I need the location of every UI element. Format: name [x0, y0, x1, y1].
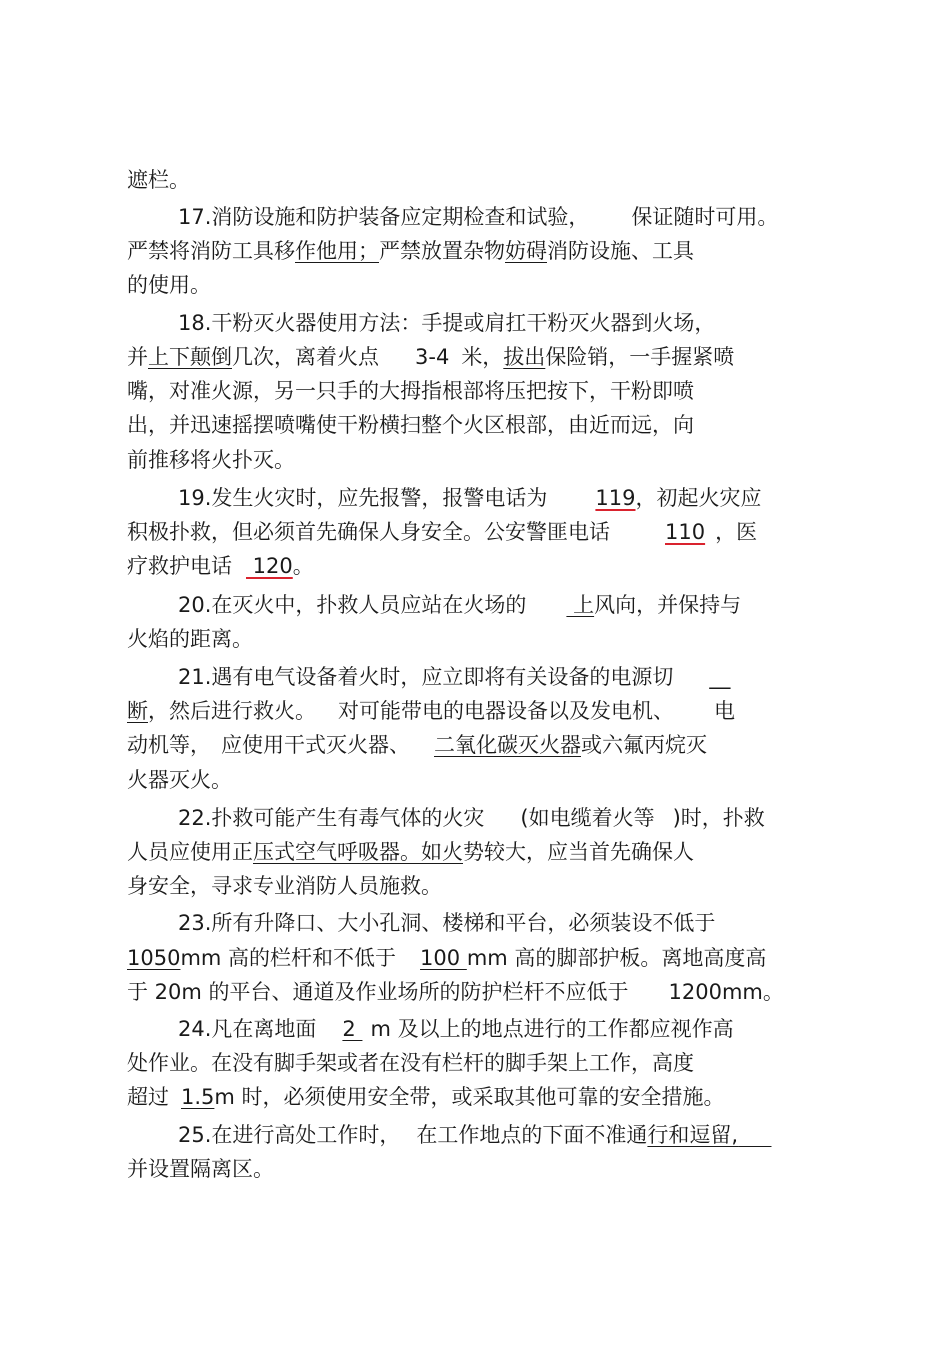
item-24-line-3 — [127, 1083, 725, 1111]
item-18-line-5 — [127, 446, 295, 474]
item-18-line-1 — [178, 309, 715, 337]
answer-blank: 断 — [127, 699, 148, 723]
text-span: m 及以上的地点进行的工作都应视作高 — [370, 1017, 734, 1041]
text-span: 18.干粉灭火器使用方法：手提或肩扛干粉灭火器到火场， — [178, 311, 716, 335]
item-22-line-3 — [127, 872, 442, 900]
item-19-line-1 — [178, 484, 762, 512]
answer-blank: 100 — [420, 946, 467, 970]
text-span: )时，扑救 — [672, 806, 765, 830]
item-19-line-2 — [127, 518, 757, 546]
item-20-line-2 — [127, 625, 253, 653]
text-span: m 时，必须使用安全带，或采取其他可靠的安全措施。 — [214, 1085, 725, 1109]
text-span: 20.在灭火中，扑救人员应站在火场的 — [178, 593, 527, 617]
text-span: 超过 — [127, 1085, 169, 1109]
item-17-line-3 — [127, 271, 211, 299]
text-span: 出，并迅速摇摆喷嘴使干粉横扫整个火区根部，由近而远，向 — [127, 413, 694, 437]
text-span: 19.发生火灾时，应先报警，报警电话为 — [178, 486, 548, 510]
text-span: 17.消防设施和防护装备应定期检查和试验， — [178, 205, 590, 229]
item-24-line-1 — [178, 1015, 734, 1043]
answer-blank: 1.5 — [181, 1085, 215, 1109]
text-span: 24.凡在离地面 — [178, 1017, 317, 1041]
item-19-line-3 — [127, 552, 314, 580]
answer-blank: 行和逗留, — [647, 1123, 739, 1147]
item-21-line-1 — [178, 663, 730, 691]
text-span: 25.在进行高处工作时， — [178, 1123, 401, 1147]
answer-blank: 作他用； — [295, 239, 379, 263]
text-span: 1200mm。 — [668, 980, 784, 1004]
text-span: 21.遇有电气设备着火时，应立即将有关设备的电源切 — [178, 665, 674, 689]
answer-blank: 2 — [342, 1017, 363, 1041]
item-18-line-3 — [127, 377, 694, 405]
text-span: ，医 — [715, 520, 758, 544]
item-18-line-4 — [127, 411, 694, 439]
text-span: (如电缆着火等 — [520, 806, 655, 830]
item-21-line-2 — [127, 697, 735, 725]
answer-blank: 119 — [595, 486, 636, 510]
text-span: 积极扑救，但必须首先确保人身安全。公安警匪电话 — [127, 520, 610, 544]
answer-blank: 上下颠倒 — [148, 345, 232, 369]
text-span: 势较大，应当首先确保人 — [463, 840, 694, 864]
text-span: 电 — [714, 699, 735, 723]
text-span: 前推移将火扑灭。 — [127, 448, 295, 472]
text-span: 对可能带电的电器设备以及发电机、 — [338, 699, 674, 723]
text-span: 严禁放置杂物 — [379, 239, 505, 263]
text-span: 处作业。在没有脚手架或者在没有栏杆的脚手架上工作，高度 — [127, 1051, 694, 1075]
text-span: 在工作地点的下面不准通 — [416, 1123, 648, 1147]
text-span: 消防设施、工具 — [547, 239, 694, 263]
answer-blank: 110 — [665, 520, 706, 544]
item-23-line-3 — [127, 978, 784, 1006]
text-span: 米， — [461, 345, 504, 369]
text-span: 遮栏。 — [127, 168, 190, 192]
text-span: 。 — [292, 554, 314, 578]
text-span: ，然后进行救火。 — [148, 699, 316, 723]
text-span: 人员应使用正 — [127, 840, 253, 864]
text-span: 几次，离着火点 — [232, 345, 379, 369]
item-20-line-1 — [178, 591, 741, 619]
text-span: 风向，并保持与 — [594, 593, 742, 617]
text-span: 火焰的距离。 — [127, 627, 253, 651]
text-span: mm 高的栏杆和不低于 — [180, 946, 397, 970]
text-span: 身安全，寻求专业消防人员施救。 — [127, 874, 442, 898]
text-span: 应使用干式灭火器、 — [221, 733, 410, 757]
answer-blank: __ — [709, 665, 731, 689]
text-span: 保证随时可用。 — [631, 205, 779, 229]
item-17-line-2 — [127, 237, 694, 265]
item-21-line-3 — [127, 731, 707, 759]
answer-blank: 压式空气呼吸器。如火 — [253, 840, 463, 864]
text-span: 23.所有升降口、大小孔洞、楼梯和平台，必须装设不低于 — [178, 911, 716, 935]
text-span: 22.扑救可能产生有毒气体的火灾 — [178, 806, 485, 830]
item-22-line-1 — [178, 804, 765, 832]
item-22-line-2 — [127, 838, 694, 866]
text-span: 的使用。 — [127, 273, 211, 297]
text-span: 并设置隔离区。 — [127, 1157, 274, 1181]
text-span: 保险销，一手握紧喷 — [545, 345, 735, 369]
item-18-line-2 — [127, 343, 734, 371]
item-21-line-4 — [127, 766, 232, 794]
item-25-line-1 — [178, 1121, 771, 1149]
answer-blank — [738, 1123, 771, 1147]
answer-blank: 120 — [246, 554, 293, 578]
answer-blank: 拔出 — [503, 345, 546, 369]
item-25-line-2 — [127, 1155, 274, 1183]
item-23-line-2 — [127, 944, 766, 972]
text-span: ，初起火灾应 — [635, 486, 762, 510]
answer-blank: 二氧化碳灭火器 — [434, 733, 581, 757]
text-span: 严禁将消防工具移 — [127, 239, 295, 263]
text-span: 或六氟丙烷灭 — [581, 733, 707, 757]
text-span: 3-4 — [415, 345, 450, 369]
text-span: 并 — [127, 345, 148, 369]
text-span: 疗救护电话 — [127, 554, 232, 578]
text-span: 于 20m 的平台、通道及作业场所的防护栏杆不应低于 — [127, 980, 629, 1004]
item-24-line-2 — [127, 1049, 694, 1077]
answer-blank: 1050 — [127, 946, 181, 970]
text-line — [127, 166, 190, 194]
text-span: 火器灭火。 — [127, 768, 232, 792]
item-17-line-1 — [178, 203, 778, 231]
item-23-line-1 — [178, 909, 715, 937]
text-span: mm 高的脚部护板。离地高度高 — [466, 946, 767, 970]
answer-blank: 上 — [566, 593, 595, 617]
text-span: 动机等， — [127, 733, 211, 757]
text-span: 嘴，对准火源，另一只手的大拇指根部将压把按下，干粉即喷 — [127, 379, 694, 403]
answer-blank: 妨碍 — [505, 239, 547, 263]
